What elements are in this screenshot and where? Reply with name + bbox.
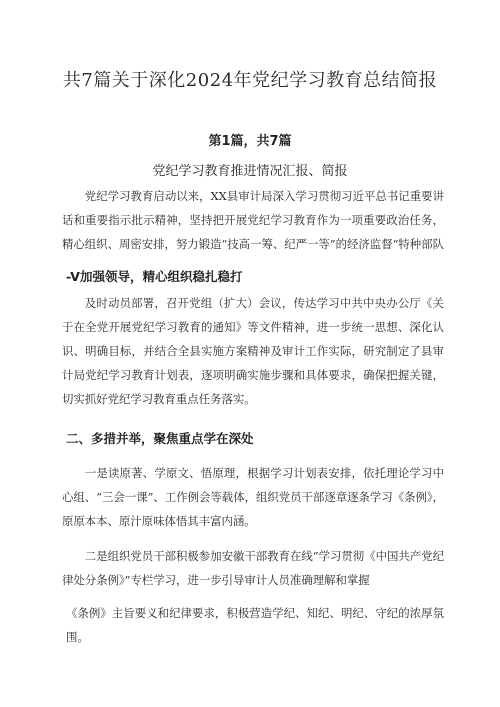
document-title: 共7篇关于深化2024年党纪学习教育总结简报 xyxy=(62,70,438,91)
intro-paragraph: 党纪学习教育启动以来，XX县审计局深入学习贯彻习近平总书记重要讲话和重要指示批示精神，坚持把开展党纪学习教育作为一项重要政治任务，精心组织、周密安排，努力锻造“技高一筹、纪严一等”的经济监督“特种部队 xyxy=(62,189,444,251)
section-2-paragraph-2: 二是组织党员干部积极参加安徽干部教育在线“学习贯彻《中国共产党纪律处分条例》”专栏学习，进一步引导审计人员准确理解和掌握 xyxy=(62,549,444,587)
section-heading-1: -V加强领导，精心组织稳扎稳打 xyxy=(66,269,243,284)
section-2-paragraph-1: 一是读原著、学原文、悟原理，根据学习计划表安排，依托理论学习中心组、“三会一课”、工作例会等载体，组织党员干部逐章逐条学习《条例》，原原本本、原汁原味体悟其丰富内涵。 xyxy=(62,466,444,528)
section-2-paragraph-3: 《条例》主旨要义和纪律要求，积极营造学纪、知纪、明纪、守纪的浓厚氛围。 xyxy=(66,606,444,644)
document-subtitle: 党纪学习教育推进情况汇报、简报 xyxy=(152,164,348,179)
part-heading: 第1篇，共7篇 xyxy=(208,134,292,149)
section-1-paragraph: 及时动员部署，召开党组（扩大）会议，传达学习中共中央办公厅《关于在全党开展党纪学习教育的通知》等文件精神，进一步统一思想、深化认识、明确目标，并结合全县实施方案精神及审计工作实际，研究制定了县审计局党纪学习教育计划表，逐项明确实施步骤和具体要求，确保把握关键，切实抓好党纪学习教育重点任务落实。 xyxy=(62,296,444,406)
section-heading-2: 二、多措并举，聚焦重点学在深处 xyxy=(66,431,254,446)
